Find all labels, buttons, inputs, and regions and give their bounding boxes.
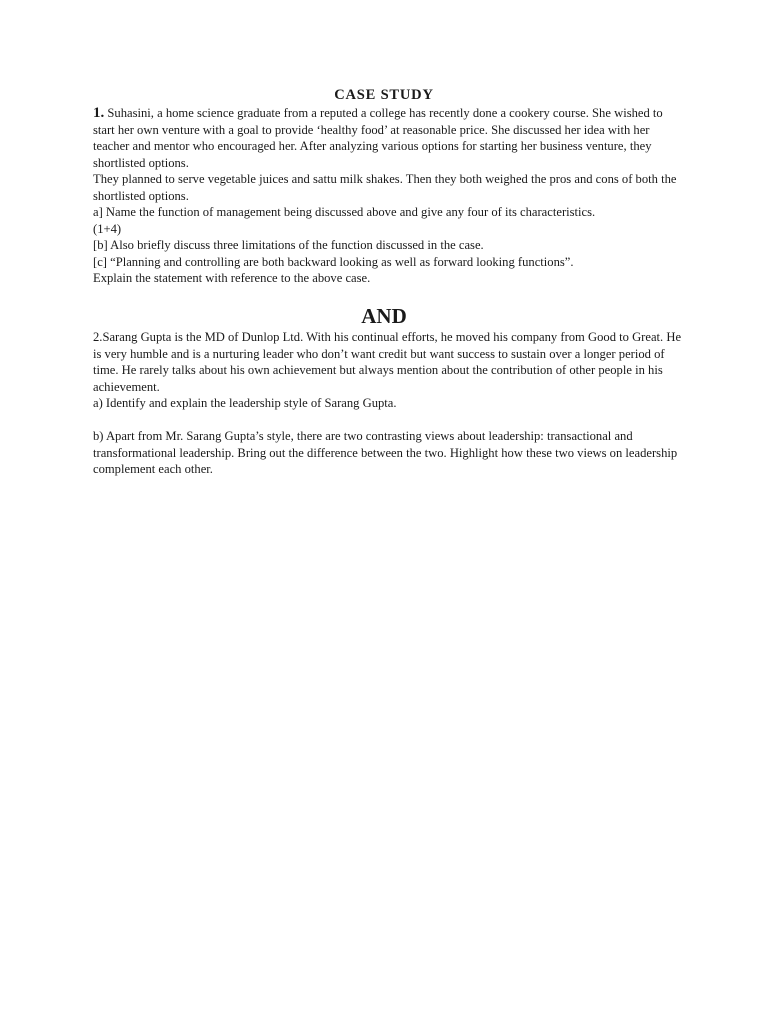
q1-part-c-line-2: Explain the statement with reference to the above case. — [93, 271, 371, 285]
and-heading: AND — [361, 304, 407, 328]
q2-part-a: a) Identify and explain the leadership style of Sarang Gupta. — [93, 396, 397, 410]
case-study-2 — [93, 329, 683, 478]
q1-part-a-marks: (1+4) — [93, 221, 122, 236]
q1-part-c-line-1: [c] “Planning and controlling are both backward looking as well as forward looking functions”. — [93, 254, 574, 269]
paragraph-gap — [93, 412, 683, 429]
q1-number: 1. — [93, 105, 105, 121]
q2-part-b: b) Apart from Mr. Sarang Gupta’s style, there are two contrasting views about leadership: transactional and transformational leadership. Bring out the difference between the two. Highlight how these two views on leadership complement each other. — [93, 429, 678, 476]
q1-part-b: [b] Also briefly discuss three limitations of the function discussed in the case. — [93, 238, 484, 252]
page-title: CASE STUDY — [334, 87, 434, 103]
q1-second-paragraph: They planned to serve vegetable juices and sattu milk shakes. Then they both weighed the pros and cons of both the shortlisted options. — [93, 172, 677, 203]
q1-part-a: a] Name the function of management being discussed above and give any four of its characteristics. — [93, 205, 596, 219]
case-study-1 — [93, 105, 683, 287]
q1-intro-paragraph — [93, 105, 683, 171]
q1-intro-text: Suhasini, a home science graduate from a reputed a college has recently done a cookery course. She wished to start her own venture with a goal to provide ‘healthy food’ at reasonable price. She discussed her idea with her teacher and mentor who encouraged her. After analyzing various options for starting her business venture, they shortlisted options. — [93, 106, 663, 170]
q2-intro-paragraph: 2.Sarang Gupta is the MD of Dunlop Ltd. With his continual efforts, he moved his company from Good to Great. He is very humble and is a nurturing leader who don’t want credit but want success to sustain over a longer period of time. He rarely talks about his own achievement but always mention about the contribution of other people in his achievement. — [93, 330, 682, 394]
